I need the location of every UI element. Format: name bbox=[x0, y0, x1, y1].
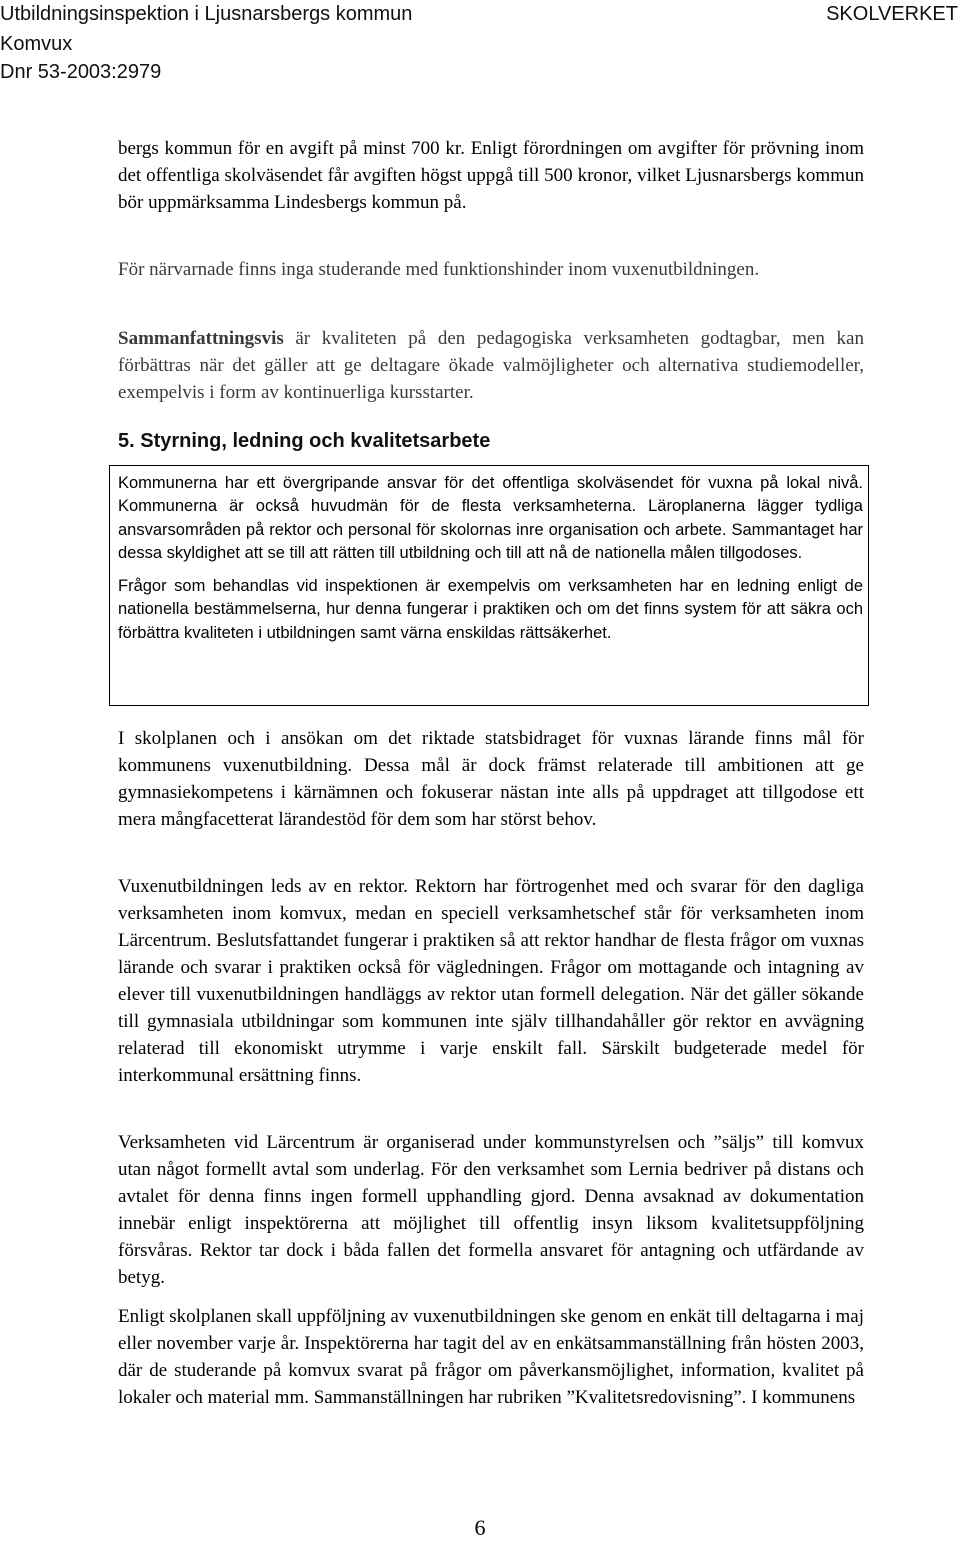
paragraph-fee-info: bergs kommun för en avgift på minst 700 kr. Enligt förordningen om avgifter för prövning inom det offentliga skolväsendet får avgiften högst uppgå till 500 kronor, vilket Ljusnarsbergs kommun bör uppmärksamma Lindesbergs kommun på. bbox=[118, 138, 864, 213]
paragraph-disability: För närvarnade finns inga studerande med funktionshinder inom vuxenutbildningen. bbox=[118, 259, 760, 280]
text-block-goals bbox=[118, 725, 864, 833]
info-box-paragraph-2: Frågor som behandlas vid inspektionen är exempelvis om verksamheten har en ledning enligt de nationella bestämmelserna, hur denna fungerar i praktiken och om det finns system för att säkra och förbättra kvaliteten i utbildningen samt värna enskildas rättsäkerhet. bbox=[118, 577, 863, 642]
info-box-paragraph-1: Kommunerna har ett övergripande ansvar för det offentliga skolväsendet för vuxna på lokal nivå. Kommunerna är också huvudmän för de flesta verksamheterna. Läroplanerna lägger tydliga ansvarsområden på rektor och personal för skolornas inre organisation och arbete. Sammantaget har dessa skyldighet att se till att rätten till utbildning och till att nå de nationella målen tillgodoses. bbox=[118, 474, 863, 562]
agency-name: SKOLVERKET bbox=[826, 3, 958, 25]
paragraph-management: Vuxenutbildningen leds av en rektor. Rektorn har förtrogenhet med och svarar för den dagliga verksamheten inom komvux, medan en speciell verksamhetschef står för verksamheten inom Lärcentrum. Beslutsfattandet fungerar i praktiken så att rektor handhar de flesta frågor om vuxnas lärande och svarar i praktiken också för vägledningen. Frågor om mottagande och intagning av elever till vuxenutbildningen handläggs av rektor utan formell delegation. När det gäller sökande till gymnasiala utbildningar som kommunen inte själv tillhandahåller gör rektor en avvägning relaterad till ekonomiskt utrymme i varje enskilt fall. Särskilt budgeterade medel för interkommunal ersättning finns. bbox=[118, 876, 864, 1086]
text-block-summary bbox=[118, 325, 864, 406]
paragraph-summary bbox=[118, 325, 864, 406]
text-block-larcentrum bbox=[118, 1129, 864, 1291]
document-reference-number: Dnr 53-2003:2979 bbox=[0, 61, 162, 83]
info-box bbox=[109, 465, 869, 706]
text-block-disability bbox=[118, 256, 864, 283]
page-number: 6 bbox=[474, 1515, 486, 1540]
text-block-top bbox=[118, 135, 864, 216]
summary-lead-word: Sammanfattningsvis bbox=[118, 328, 284, 349]
section-heading: 5. Styrning, ledning och kvalitetsarbete bbox=[118, 430, 491, 452]
document-header-title: Utbildningsinspektion i Ljusnarsbergs kommun bbox=[0, 3, 413, 25]
paragraph-goals: I skolplanen och i ansökan om det riktade statsbidraget för vuxnas lärande finns mål för kommunens vuxenutbildning. Dessa mål är dock främst relaterade till ambitionen att ge gymnasiekompetens i kärnämnen och fokuserar nästan inte alls på uppdraget att tillgodose ett mera mångfacetterat lärandestöd för dem som har störst behov. bbox=[118, 728, 864, 830]
paragraph-larcentrum: Verksamheten vid Lärcentrum är organiserad under kommunstyrelsen och ”säljs” till komvux utan något formellt avtal som underlag. För den verksamhet som Lernia bedriver på distans och avtalet för denna finns ingen formell upphandling gjord. Denna avsaknad av dokumentation innebär enligt inspektörerna att möjlighet till offentlig insyn liksom kvalitetsuppföljning försvåras. Rektor tar dock i båda fallen det formella ansvaret för antagning och utfärdande av betyg. bbox=[118, 1132, 864, 1288]
document-header-subtitle: Komvux bbox=[0, 33, 73, 55]
summary-text: är kvaliteten på den pedagogiska verksamheten godtagbar, men kan förbättras när det gäller att ge deltagare ökade valmöjligheter och alternativa studiemodeller, exempelvis i form av kontinuerliga kursstarter. bbox=[118, 328, 864, 403]
paragraph-followup: Enligt skolplanen skall uppföljning av vuxenutbildningen ske genom en enkät till deltagarna i maj eller november varje år. Inspektörerna har tagit del av en enkätsammanställning från hösten 2003, där de studerande på komvux svarat på frågor om påverkansmöjlighet, information, kvalitet på lokaler och material mm. Sammanställningen har rubriken ”Kvalitetsredovisning”. I kommunens bbox=[118, 1306, 864, 1408]
text-block-management bbox=[118, 873, 864, 1089]
text-block-followup bbox=[118, 1303, 864, 1411]
